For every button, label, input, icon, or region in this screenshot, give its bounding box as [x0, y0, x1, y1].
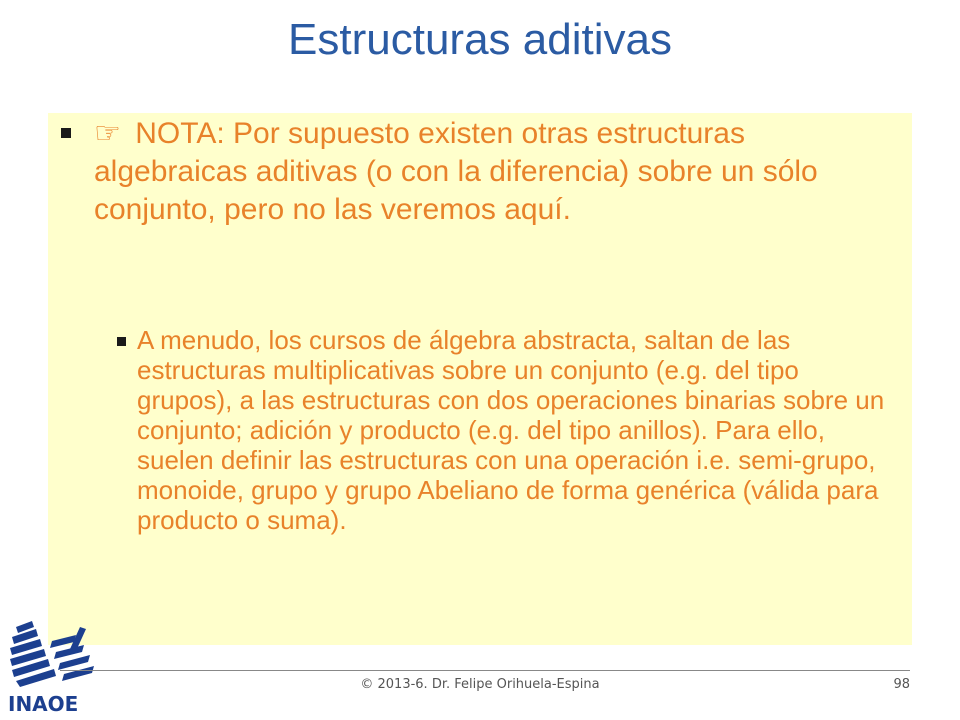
square-bullet-icon: [117, 337, 126, 346]
footer-copyright: © 2013-6. Dr. Felipe Orihuela-Espina: [360, 677, 600, 692]
square-bullet-icon: [61, 128, 71, 138]
bullet-level-1-label: NOTA: Por supuesto existen otras estructuras algebraicas aditivas (o con la diferencia) sobre un sólo conjunto, pero no las veremos aquí.: [94, 117, 818, 226]
inaoe-logo-icon: [2, 615, 102, 717]
slide-title: Estructuras aditivas: [288, 15, 672, 64]
page-number: 98: [893, 677, 910, 692]
bullet-level-1-text: [94, 115, 864, 229]
inaoe-logo: [2, 615, 102, 717]
bullet-level-2-text: A menudo, los cursos de álgebra abstracta, saltan de las estructuras multiplicativas sobre un conjunto (e.g. del tipo grupos), a las estructuras con dos operaciones binarias sobre un conjunto; adición y producto (e.g. del tipo anillos). Para ello, suelen definir las estructuras con una operación i.e. semi-grupo, monoide, grupo y grupo Abeliano de forma genérica (válida para producto o suma).: [137, 325, 885, 535]
pointing-hand-icon: ☞: [94, 117, 121, 150]
logo-text: INAOE: [8, 692, 79, 716]
footer-divider: [60, 670, 910, 671]
